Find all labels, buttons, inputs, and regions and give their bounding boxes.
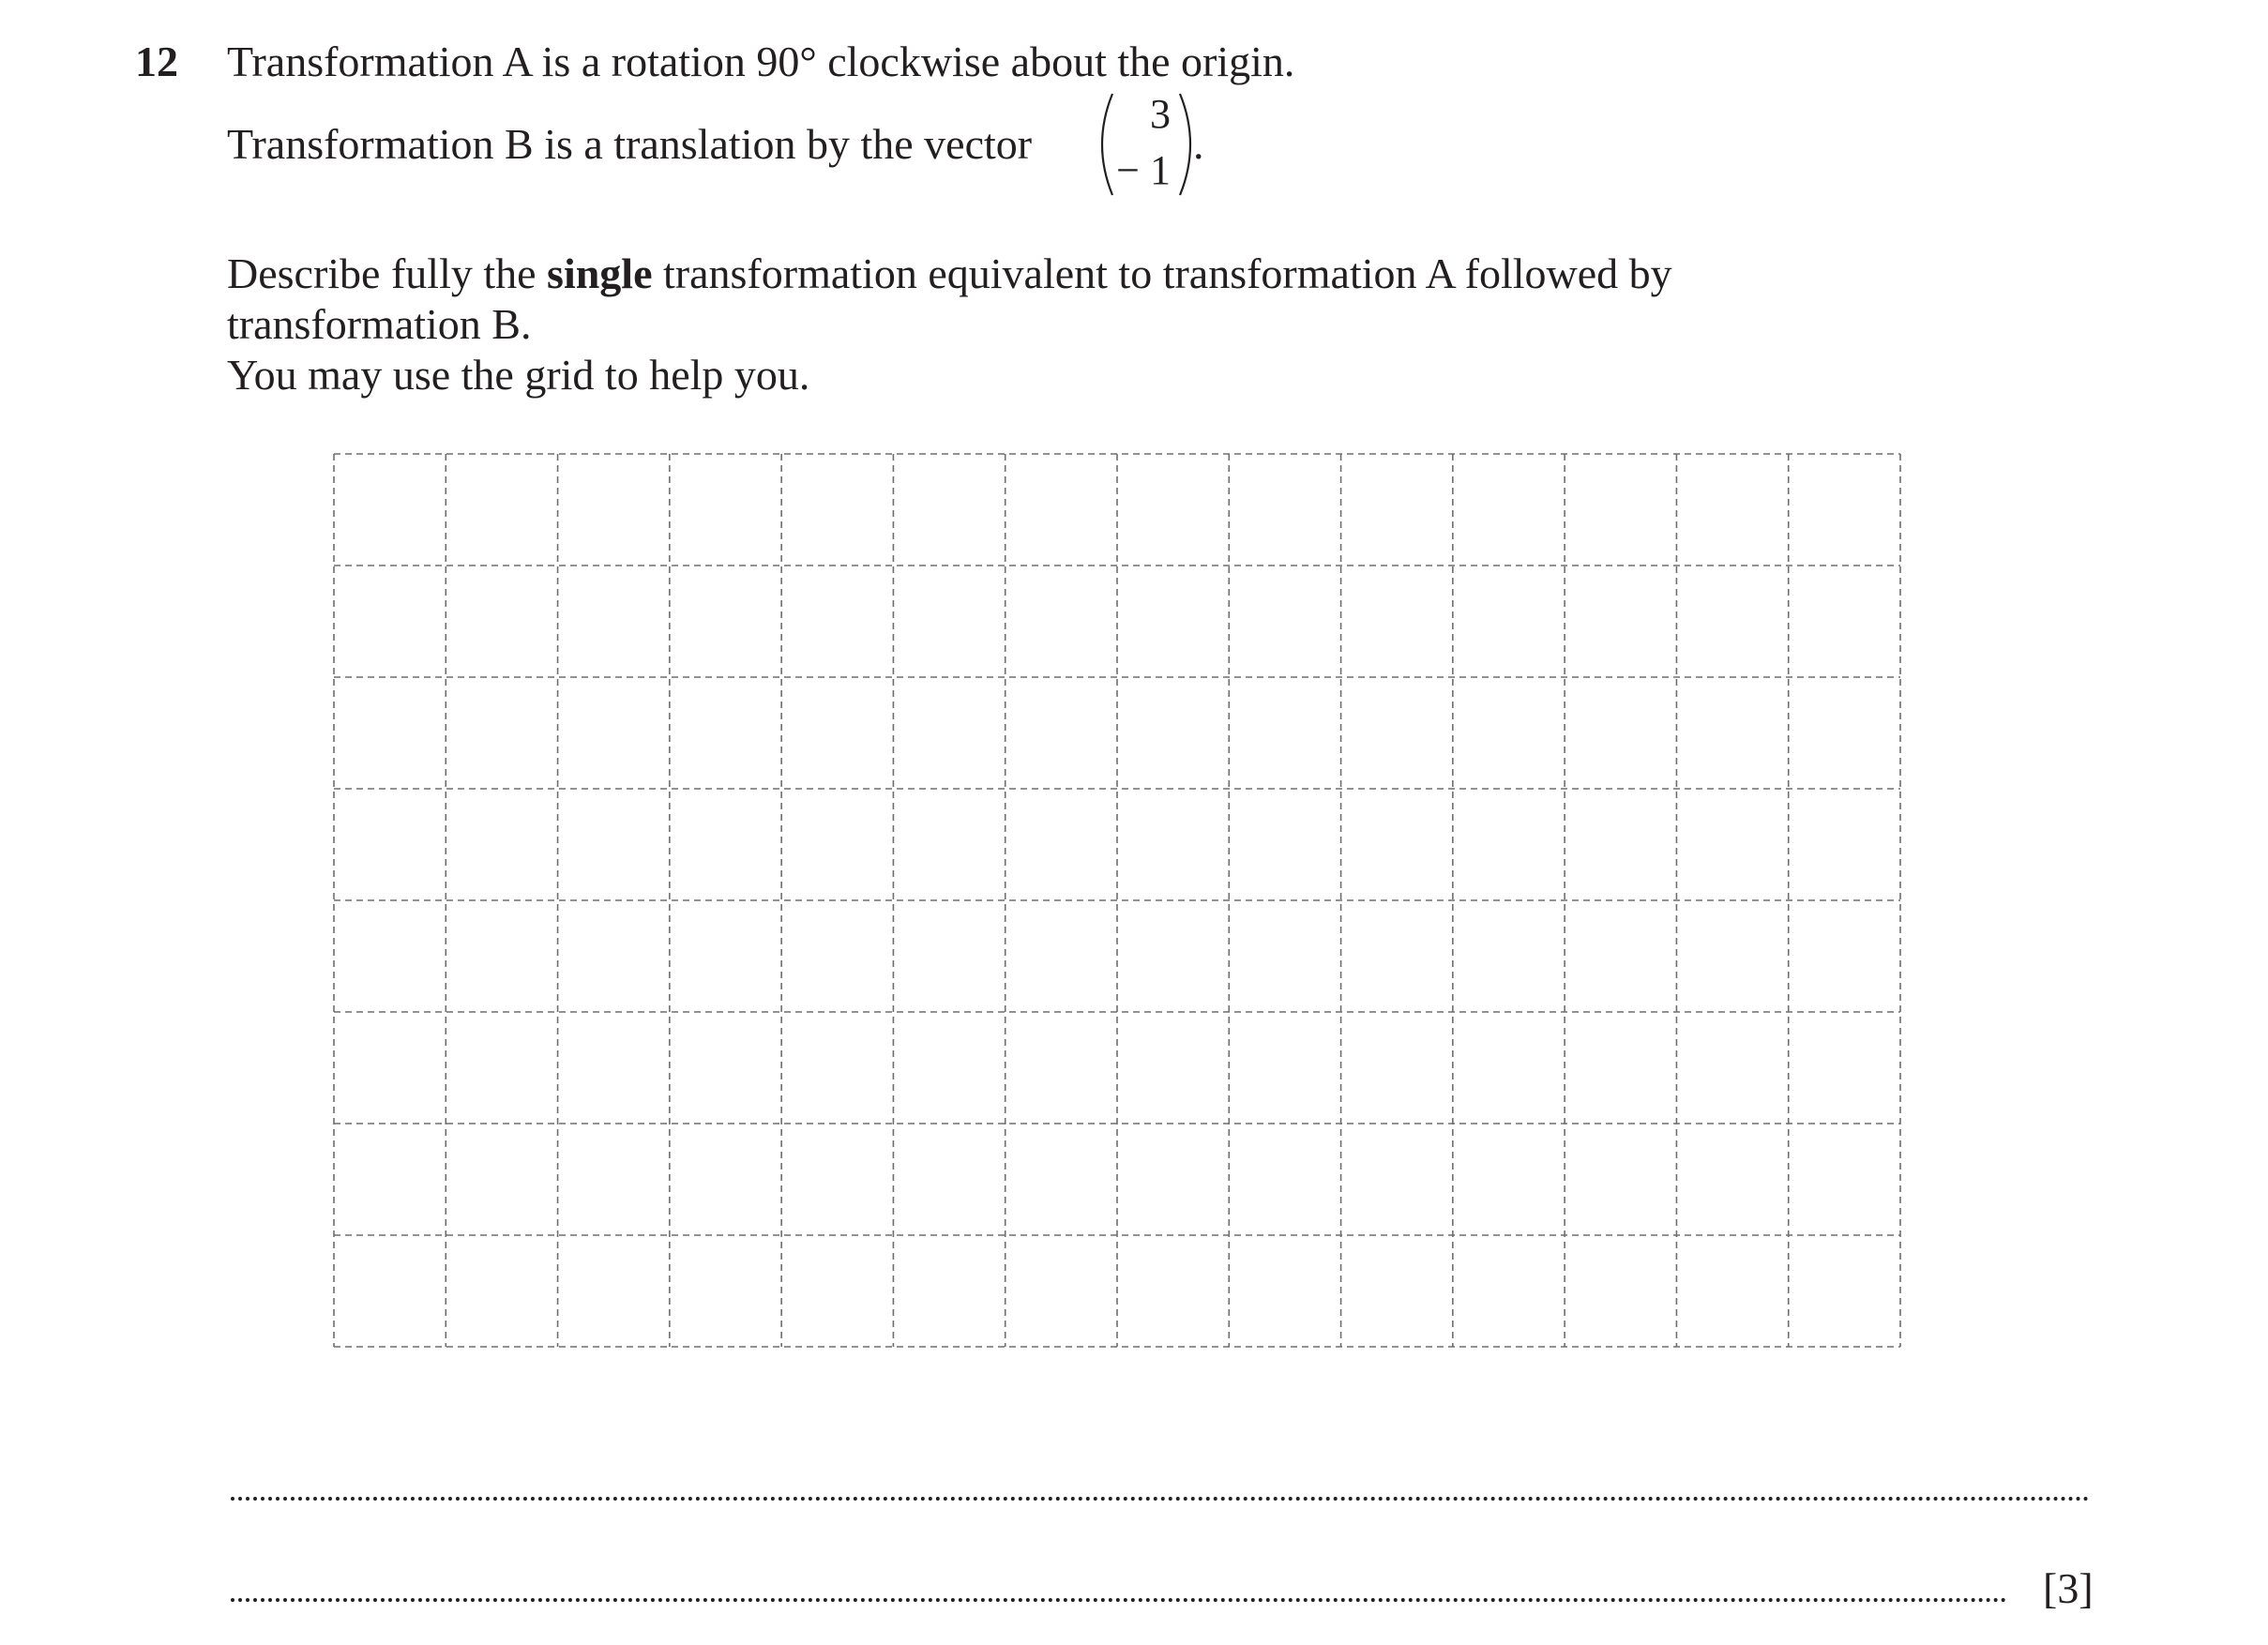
vector-bottom-component: − 1 xyxy=(1116,147,1171,193)
answer-line-2[interactable] xyxy=(231,1598,2007,1602)
transformation-b-text: Transformation B is a translation by the vector xyxy=(227,120,1033,168)
marks-available: [3] xyxy=(2043,1564,2094,1612)
column-vector xyxy=(1094,88,1197,201)
transformation-a-text: Transformation A is a rotation 90° clockwise about the origin. xyxy=(227,38,1295,85)
describe-instruction-continued: transformation B. xyxy=(227,300,532,348)
right-bracket xyxy=(1180,94,1190,195)
describe-text-2: transformation equivalent to transformation A followed by xyxy=(652,249,1672,297)
grid-hint: You may use the grid to help you. xyxy=(227,351,810,399)
describe-text-1: Describe fully the xyxy=(227,249,548,297)
vector-full-stop: . xyxy=(1193,120,1204,168)
question-number: 12 xyxy=(135,38,178,85)
vector-top-component: 3 xyxy=(1150,91,1171,137)
describe-bold-word: single xyxy=(547,249,653,297)
answer-line-1[interactable] xyxy=(231,1497,2090,1501)
describe-instruction xyxy=(227,248,1672,300)
working-grid[interactable] xyxy=(332,452,1902,1349)
